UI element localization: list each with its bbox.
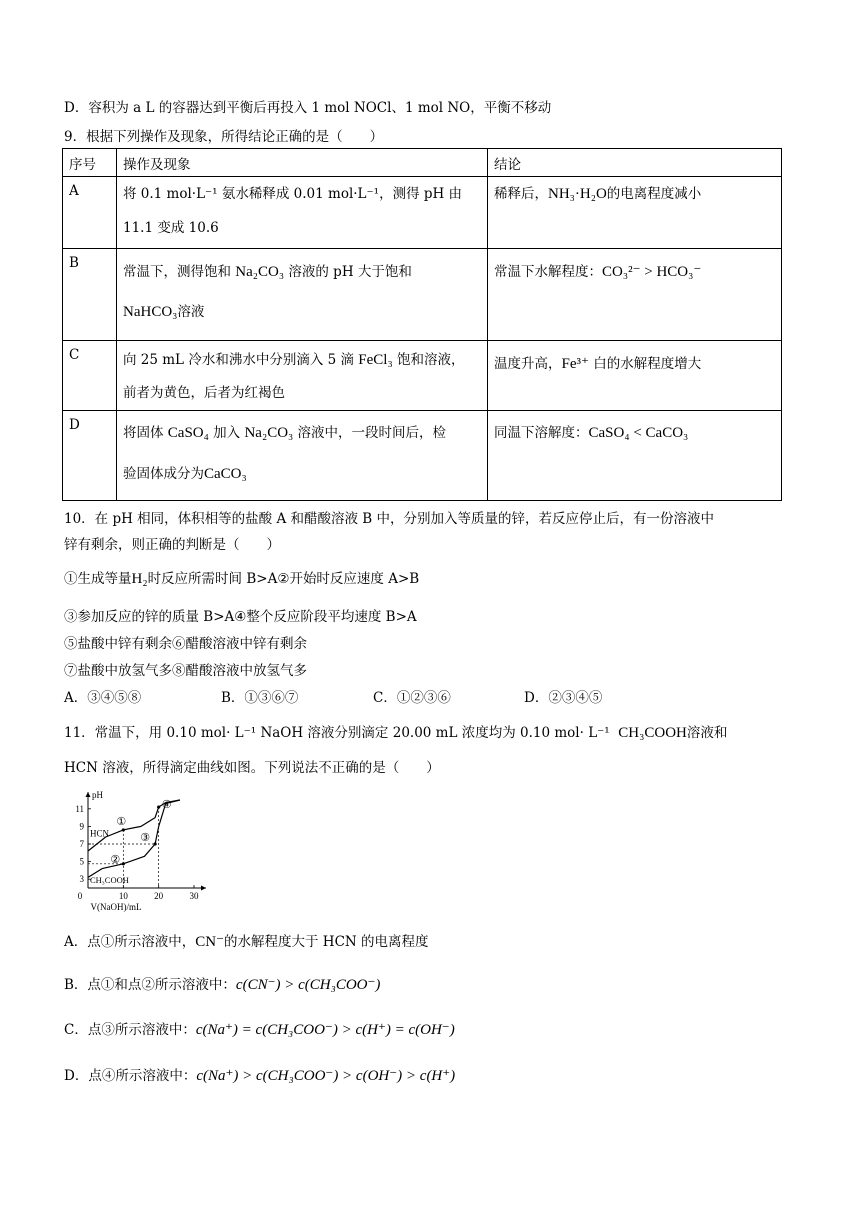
row-operation [117, 177, 488, 249]
titration-chart [66, 784, 216, 914]
data-point [154, 842, 157, 845]
header-conclusion: 结论 [488, 149, 782, 177]
op-formula: CaSO₄ [167, 425, 209, 441]
op-formula: Na₂CO₃ [235, 264, 285, 280]
q11-stem-line2: HCN 溶液，所得滴定曲线如图。下列说法不正确的是（ ） [64, 760, 440, 776]
q11-option-b[interactable]: B．点①和点②所示溶液中：c(CN⁻) > c(CH₃COO⁻) [64, 977, 381, 993]
table-row-a [63, 177, 782, 249]
op-line: 前者为黄色，后者为红褐色 [123, 385, 285, 401]
concl-formula: CO₃²⁻ > HCO₃⁻ [602, 264, 702, 280]
row-conclusion [488, 249, 782, 341]
table-row-c [63, 341, 782, 411]
q10-option-b[interactable]: B．①③⑥⑦ [221, 690, 299, 706]
row-id: C [63, 341, 117, 411]
op-text: 验固体成分为 [123, 466, 204, 482]
op-text: 加入 [208, 425, 245, 441]
header-seq: 序号 [63, 149, 117, 177]
concl-text: 同温下溶解度： [494, 425, 589, 441]
y-tick-label: 7 [79, 839, 84, 849]
table-row-d [63, 411, 782, 501]
y-axis-label: pH [92, 790, 103, 800]
concl-text: 常温下水解程度： [494, 264, 602, 280]
row-id: B [63, 249, 117, 341]
op-text: 饱和溶液， [392, 352, 465, 368]
q10-stem-line1: 10．在 pH 相同，体积相等的盐酸 A 和醋酸溶液 B 中，分别加入等质量的锌，若反应停止后，有一份溶液中 [64, 511, 715, 527]
series-line-ch3cooh [88, 800, 180, 877]
op-text: 向 25 mL 冷水和沸水中分别滴入 5 滴 [123, 352, 359, 368]
q11-stem-line1: 11．常温下，用 0.10 mol· L⁻¹ NaOH 溶液分别滴定 20.00 mL 浓度均为 0.10 mol· L⁻¹ CH₃COOH溶液和 [64, 725, 728, 741]
row-conclusion [488, 341, 782, 411]
q10-stem-line2: 锌有剩余，则正确的判断是（ ） [64, 537, 280, 553]
op-text: 常温下，测得饱和 [123, 264, 236, 280]
row-operation [117, 249, 488, 341]
concl-formula: CaSO₄ < CaCO₃ [588, 425, 689, 441]
x-tick-label: 0 [77, 891, 83, 901]
q10-option-c[interactable]: C．①②③⑥ [373, 690, 451, 706]
y-tick-label: 11 [75, 803, 84, 814]
series-label-hcn: HCN [90, 828, 110, 839]
data-point [157, 805, 160, 808]
ch3cooh-formula: CH₃COOH [618, 725, 687, 741]
data-point [122, 862, 125, 865]
q10-statement-2: ③参加反应的锌的质量 B>A④整个反应阶段平均速度 B>A [64, 609, 417, 625]
op-formula: Na₂CO₃ [244, 425, 294, 441]
q11-option-a[interactable]: A．点①所示溶液中，CN⁻的水解程度大于 HCN 的电离程度 [64, 934, 429, 950]
y-tick-label: 3 [79, 874, 84, 885]
q10-statement-4: ⑦盐酸中放氢气多⑧醋酸溶液中放氢气多 [64, 663, 307, 679]
row-id: A [63, 177, 117, 249]
point-annotation: ① [116, 815, 127, 828]
op-line: 11.1 变成 10.6 [123, 220, 219, 236]
q10-statement-3: ⑤盐酸中锌有剩余⑥醋酸溶液中锌有剩余 [64, 636, 307, 652]
x-tick-label: 10 [118, 891, 128, 901]
header-operation: 操作及现象 [117, 149, 488, 177]
q9-stem: 9．根据下列操作及现象，所得结论正确的是（ ） [64, 129, 384, 145]
op-formula: FeCl₃ [358, 352, 393, 368]
y-tick-label: 9 [79, 821, 84, 832]
row-operation [117, 411, 488, 501]
row-conclusion [488, 411, 782, 501]
op-line: 将 0.1 mol·L⁻¹ 氨水稀释成 0.01 mol·L⁻¹，测得 pH 由 [123, 186, 463, 202]
q9-table [62, 148, 782, 501]
y-tick-label: 5 [79, 856, 84, 867]
q11-option-c[interactable]: C．点③所示溶液中：c(Na⁺) = c(CH₃COO⁻) > c(H⁺) = c(OH⁻) [64, 1022, 455, 1038]
y-axis-arrow [86, 792, 91, 797]
row-id: D [63, 411, 117, 501]
table-row-b [63, 249, 782, 341]
point-annotation: ④ [161, 799, 172, 812]
op-text: 将固体 [123, 425, 168, 441]
concl-text: 的电离程度减小 [606, 186, 702, 202]
concl-formula: Fe³⁺ [561, 356, 589, 372]
point-annotation: ③ [140, 832, 151, 844]
row-operation [117, 341, 488, 411]
q10-statement-1: ①生成等量H₂时反应所需时间 B>A②开始时反应速度 A>B [64, 571, 420, 587]
concl-formula: NH₃·H₂O [548, 186, 607, 202]
x-tick-label: 20 [154, 891, 164, 901]
op-text: 溶液中，一段时间后，检 [293, 425, 447, 441]
table-header-row [63, 149, 782, 177]
row-conclusion [488, 177, 782, 249]
point-annotation: ② [110, 853, 121, 866]
q8-option-d: D．容积为 a L 的容器达到平衡后再投入 1 mol NOCl、1 mol NO，平衡不移动 [64, 100, 552, 116]
op-formula: CaCO₃ [204, 466, 247, 482]
h2-formula: H₂ [131, 571, 148, 587]
concl-text: 白的水解程度增大 [588, 356, 702, 372]
op-formula: NaHCO₃ [123, 304, 178, 320]
x-axis-label: V(NaOH)/mL [90, 902, 142, 912]
q10-option-d[interactable]: D．②③④⑤ [524, 690, 603, 706]
q10-option-a[interactable]: A．③④⑤⑧ [64, 690, 142, 706]
op-text: 溶液 [177, 304, 205, 320]
x-tick-label: 30 [189, 891, 199, 901]
q11-option-d[interactable]: D．点④所示溶液中：c(Na⁺) > c(CH₃COO⁻) > c(OH⁻) > c(H⁺) [64, 1068, 456, 1084]
series-label-ch3cooh: CH₃COOH [90, 875, 129, 886]
x-axis-arrow [201, 886, 206, 891]
concl-text: 温度升高， [494, 356, 562, 372]
op-text: 溶液的 pH 大于饱和 [284, 264, 412, 280]
concl-text: 稀释后， [494, 186, 548, 202]
data-point [122, 828, 125, 831]
